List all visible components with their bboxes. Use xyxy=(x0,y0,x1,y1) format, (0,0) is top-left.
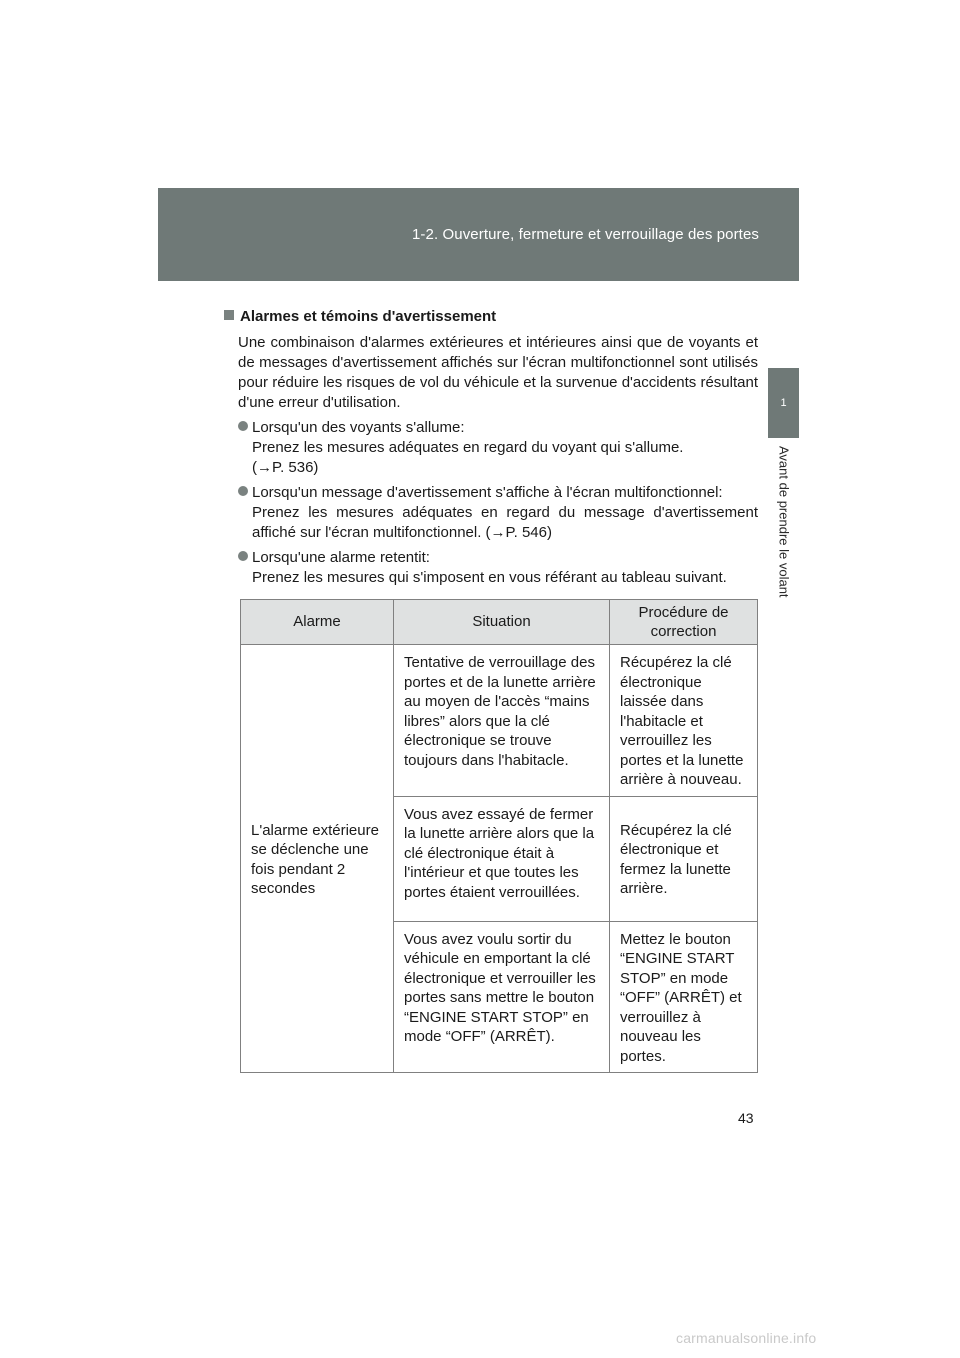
bullet-messages xyxy=(238,483,758,543)
circle-bullet-icon xyxy=(238,551,248,561)
page-reference: (→P. 536) xyxy=(252,459,319,476)
intro-paragraph: Une combinaison d'alarmes extérieures et intérieures ainsi que de voyants et de messages d'avertissement affichés sur l'écran multifonctionnel sont utilisés pour réduire les risques de vol du véhicule et la survenue d'accidents résultant d'une erreur d'utilisation. xyxy=(238,334,758,411)
procedure-cell: Récupérez la clé électronique laissée dans l'habitacle et verrouillez les portes et la lunette arrière à nouveau. xyxy=(610,645,758,797)
section-title xyxy=(224,308,496,325)
bullet-heading: Lorsqu'un des voyants s'allume: xyxy=(252,419,465,436)
bullet-alarme xyxy=(238,548,758,588)
square-bullet-icon xyxy=(224,310,234,320)
procedure-cell: Récupérez la clé électronique et fermez la lunette arrière. xyxy=(610,796,758,921)
bullet-heading: Lorsqu'une alarme retentit: xyxy=(252,549,430,566)
header-alarme: Alarme xyxy=(241,600,394,645)
situation-cell: Tentative de verrouillage des portes et de la lunette arrière au moyen de l'accès “mains libres” alors que la clé électronique se trouve toujours dans l'habitacle. xyxy=(394,645,610,797)
table-header-row xyxy=(241,600,758,645)
chapter-title: 1-2. Ouverture, fermeture et verrouillage des portes xyxy=(411,226,759,243)
bullet-text: Prenez les mesures qui s'imposent en vous référant au tableau suivant. xyxy=(252,569,727,586)
header-situation: Situation xyxy=(394,600,610,645)
situation-cell: Vous avez voulu sortir du véhicule en emportant la clé électronique et verrouiller les portes sans mettre le bouton “ENGINE START STOP” en mode “OFF” (ARRÊT). xyxy=(394,921,610,1073)
circle-bullet-icon xyxy=(238,421,248,431)
situation-cell: Vous avez essayé de fermer la lunette arrière alors que la clé électronique était à l'intérieur et que toutes les portes étaient verrouillées. xyxy=(394,796,610,921)
alarm-cell: L'alarme extérieure se déclenche une fois pendant 2 secondes xyxy=(241,645,394,1073)
header-procedure: Procédure de correction xyxy=(610,600,758,645)
section-title-text: Alarmes et témoins d'avertissement xyxy=(240,308,497,325)
bullet-text: Prenez les mesures adéquates en regard du message d'avertissement affiché sur l'écran multifonctionnel. (→P. 546) xyxy=(252,504,758,541)
page-number: 43 xyxy=(738,1110,754,1126)
side-tab-number: 1 xyxy=(768,368,799,438)
bullet-text: Prenez les mesures adéquates en regard du voyant qui s'allume. xyxy=(252,439,684,456)
bullet-heading: Lorsqu'un message d'avertissement s'affiche à l'écran multifonctionnel: xyxy=(252,484,723,501)
watermark: carmanualsonline.info xyxy=(676,1330,817,1346)
alarm-table xyxy=(240,599,758,1073)
bullet-voyants xyxy=(238,418,758,478)
table-row xyxy=(241,645,758,797)
procedure-cell: Mettez le bouton “ENGINE START STOP” en mode “OFF” (ARRÊT) et verrouillez à nouveau les portes. xyxy=(610,921,758,1073)
circle-bullet-icon xyxy=(238,486,248,496)
side-tab-label: Avant de prendre le volant xyxy=(776,446,792,598)
chapter-header xyxy=(158,188,799,281)
